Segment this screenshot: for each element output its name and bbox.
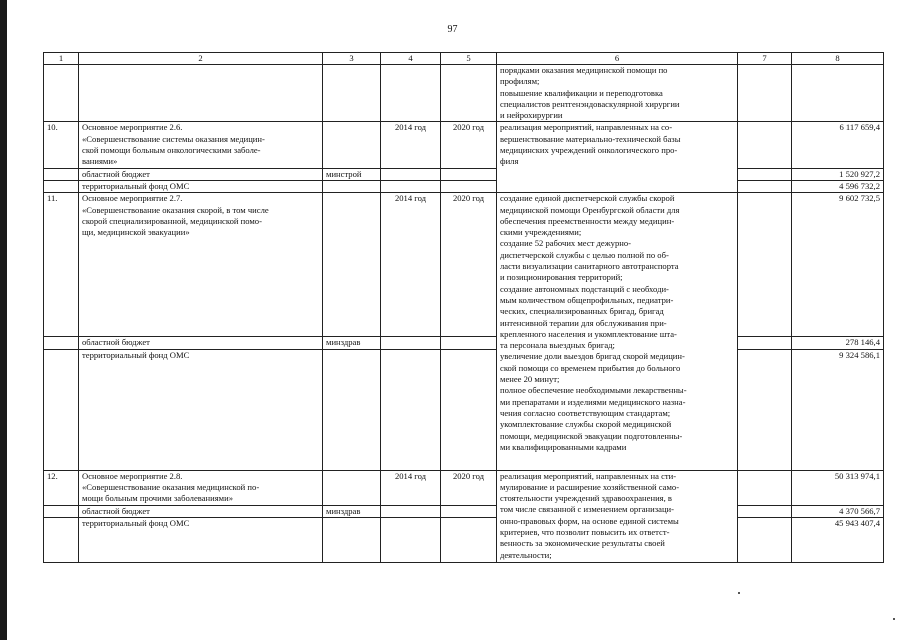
start-year: 2014 год [381, 470, 441, 505]
funding-source-label: областной бюджет [79, 505, 323, 517]
funding-amount: 1 520 927,2 [792, 168, 884, 180]
end-year: 2020 год [441, 193, 497, 337]
funding-row [44, 168, 884, 180]
start-year: 2014 год [381, 193, 441, 337]
column-header: 7 [738, 53, 792, 65]
funding-amount: 278 146,4 [792, 337, 884, 349]
total-amount: 50 313 974,1 [792, 470, 884, 505]
result-text: порядками оказания медицинской помощи по профилям; повышение квалификации и переподготовка специалистов рентгенэндоваскулярной хирургии и нейрохирургии [497, 65, 738, 122]
activity-name: Основное мероприятие 2.6. «Совершенствование системы оказания медицин- ской помощи больным онкологическими заболе- ваниями» [79, 122, 323, 168]
funding-row [44, 337, 884, 349]
row-number: 10. [44, 122, 79, 168]
funding-source-label: территориальный фонд ОМС [79, 349, 323, 470]
executor: минстрой [323, 168, 381, 180]
end-year: 2020 год [441, 470, 497, 505]
row-number: 12. [44, 470, 79, 505]
funding-amount: 9 324 586,1 [792, 349, 884, 470]
activity-name: Основное мероприятие 2.7. «Совершенствование оказания скорой, в том числе скорой специализированной, медицинской помо- щи, медицинской эвакуации» [79, 193, 323, 337]
table-row [44, 65, 884, 122]
row-number: 11. [44, 193, 79, 337]
end-year: 2020 год [441, 122, 497, 168]
funding-source-label: областной бюджет [79, 337, 323, 349]
funding-row [44, 180, 884, 192]
program-table [43, 52, 884, 563]
scan-speck [738, 592, 740, 594]
binder-edge [0, 0, 7, 640]
column-header: 3 [323, 53, 381, 65]
funding-amount: 4 370 566,7 [792, 505, 884, 517]
funding-amount: 45 943 407,4 [792, 517, 884, 562]
executor: минздрав [323, 337, 381, 349]
result-text: реализация мероприятий, направленных на со- вершенствование материально-технической базы медицинских учреждений онкологического про- филя [497, 122, 738, 193]
result-text: реализация мероприятий, направленных на сти- мулирование и расширение хозяйственной само- стоятельности учреждений здравоохранения, в том числе связанной с изменением организаци- онно-правовых форм, на основе единой системы критериев, что позволит повысить их ответст- венность за экономические результаты своей деятельности; [497, 470, 738, 562]
column-header: 1 [44, 53, 79, 65]
column-header: 2 [79, 53, 323, 65]
total-amount: 6 117 659,4 [792, 122, 884, 168]
funding-row [44, 349, 884, 470]
activity-name: Основное мероприятие 2.8. «Совершенствование оказания медицинской по- мощи больным прочими заболеваниями» [79, 470, 323, 505]
table-row [44, 193, 884, 337]
column-header: 8 [792, 53, 884, 65]
page-number: 97 [447, 24, 458, 35]
funding-row [44, 517, 884, 562]
column-number-row [44, 53, 884, 65]
scan-speck [893, 618, 895, 620]
funding-source-label: областной бюджет [79, 168, 323, 180]
column-header: 4 [381, 53, 441, 65]
funding-source-label: территориальный фонд ОМС [79, 517, 323, 562]
funding-source-label: территориальный фонд ОМС [79, 180, 323, 192]
table-row [44, 470, 884, 505]
start-year: 2014 год [381, 122, 441, 168]
column-header: 6 [497, 53, 738, 65]
funding-row [44, 505, 884, 517]
funding-amount: 4 596 732,2 [792, 180, 884, 192]
executor: минздрав [323, 505, 381, 517]
column-header: 5 [441, 53, 497, 65]
table-row [44, 122, 884, 168]
result-text: создание единой диспетчерской службы скорой медицинской помощи Оренбургской области для обеспечения преемственности между медицин- скими учреждениями; создание 52 рабочих мест дежурно- диспетчерской службы с целью полной по об- ласти визуализации санитарного автотранспорта и позиционирования территорий; создание автономных подстанций с необходи- мым количеством общепрофильных, педиатри- ческих, специализированных бригад, бригад интенсивной терапии для обслуживания при- крепленного населения и укомплектование шта- та персонала выездных бригад; увеличение доли выездов бригад скорой медицин- ской помощи со временем прибытия до больного менее 20 минут; полное обеспечение необходимыми лекарственны- ми препаратами и изделиями медицинского назна- чения согласно соответствующим стандартам; укомплектование службы скорой медицинской помощи, медицинской эвакуации подготовленны- ми квалифицированными кадрами [497, 193, 738, 470]
total-amount: 9 602 732,5 [792, 193, 884, 337]
